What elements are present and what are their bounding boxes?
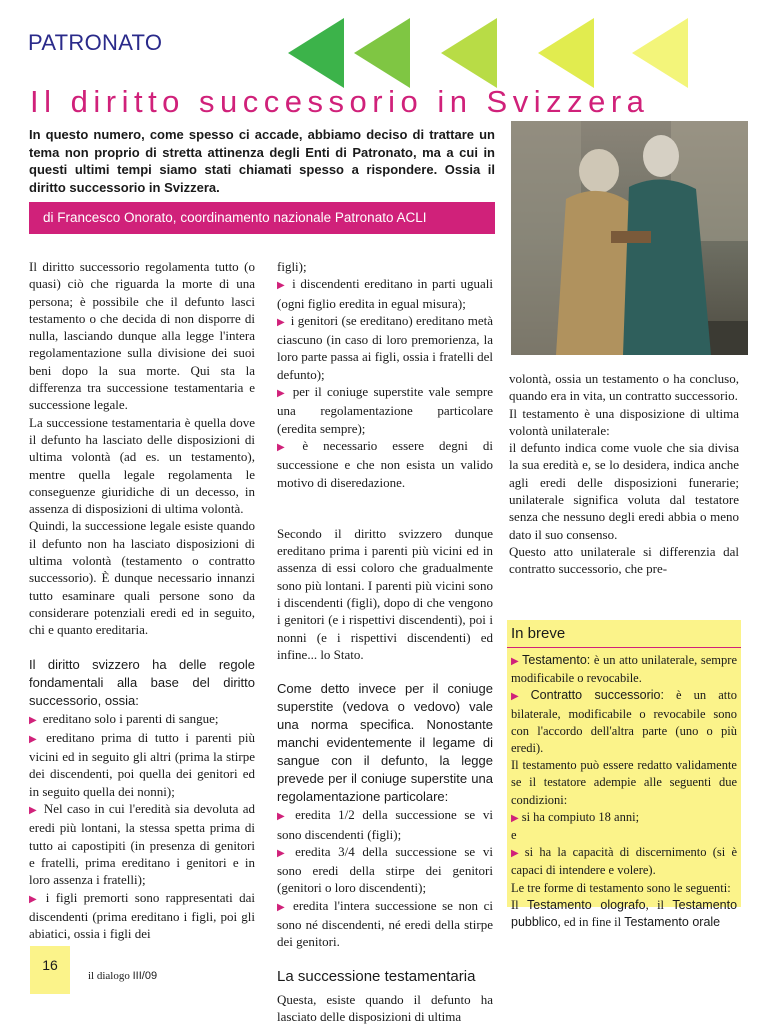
bullet-item: ▶ per il coniuge superstite vale sempre una regolamentazione particolare (eredita sempre);	[277, 384, 493, 436]
elderly-couple-photo	[511, 121, 748, 355]
section-label: PATRONATO	[28, 30, 163, 55]
footer	[88, 970, 157, 982]
article-title: Il diritto successorio in Svizzera	[30, 84, 650, 119]
triangle-3	[441, 18, 497, 88]
column-3	[509, 370, 739, 578]
arrow-icon: ▶	[511, 691, 528, 703]
box-title: In breve	[507, 620, 741, 648]
triangle-5	[632, 18, 688, 88]
box-item: ▶ Contratto successorio: è un atto bilaterale, modificabile o revocabile sono con l'accordo dell'altra parte (uno o più eredi).	[511, 688, 737, 756]
paragraph: Quindi, la successione legale esiste quando il defunto non ha lasciato disposizioni di ultima volontà (testamento o contratto successorio). È dunque necessario innanzi tutto esaminare quali persone sono da considerare potenziali eredi ed in seguito, chi e quanto ereditaria.	[29, 518, 255, 638]
arrow-icon: ▶	[511, 656, 520, 667]
rules-intro: Il diritto svizzero ha delle regole fondamentali alla base del diritto successorio, ossia:	[29, 656, 255, 708]
bullet-item: ▶ eredita l'intera successione se non ci sono né discendenti, né eredi della stirpe dei genitori.	[277, 897, 493, 950]
paragraph: Questa, esiste quando il defunto ha lasciato delle disposizioni di ultima	[277, 991, 493, 1025]
paragraph: volontà, ossia un testamento o ha concluso, quando era in vita, un contratto successorio.	[509, 371, 739, 404]
box-paragraph: Il testamento può essere redatto validamente se il testatore adempie alle seguenti due condizioni:	[511, 758, 737, 807]
arrow-icon: ▶	[511, 812, 519, 824]
box-item: ▶ si ha compiuto 18 anni;	[511, 809, 640, 824]
issue-number: III/09	[132, 970, 158, 982]
decorative-triangles	[288, 18, 752, 88]
arrow-icon: ▶	[277, 901, 288, 913]
arrow-icon: ▶	[29, 805, 38, 817]
arrow-icon: ▶	[29, 733, 41, 745]
box-item: ▶ si ha la capacità di discernimento (si è capaci di intendere e volere).	[511, 845, 737, 878]
triangle-4	[538, 18, 594, 88]
arrow-icon: ▶	[277, 316, 285, 328]
bullet-item: ▶ ereditano solo i parenti di sangue;	[29, 710, 219, 726]
bullet-item: ▶ eredita 3/4 della successione se vi sono eredi della stirpe dei genitori (genitori o loro discendenti);	[277, 843, 493, 896]
bullet-item: ▶ i figli premorti sono rappresentati dai discendenti (prima ereditano i figli, poi gli abiatici, ossia i figli dei	[29, 889, 255, 942]
box-paragraph: e	[511, 828, 517, 843]
bullet-item: ▶ Nel caso in cui l'eredità sia devoluta ad eredi più lontani, la stessa spetta prima di tutto ai capostipiti (in presenza di genitori e fratelli, prima ereditano i genitori e in loro assenza i fratelli);	[29, 801, 255, 888]
in-breve-box	[507, 620, 741, 930]
subheading: La successione testamentaria	[277, 967, 476, 985]
triangle-2	[354, 18, 410, 88]
bullet-item: ▶ i genitori (se ereditano) ereditano metà ciascuno (in caso di loro premorienza, la loro parte passa ai figli, ossia i fratelli del defunto);	[277, 312, 493, 382]
paragraph: figli);	[277, 259, 307, 274]
arrow-icon: ▶	[277, 847, 290, 859]
paragraph: Il testamento è una disposizione di ultima volontà unilaterale:	[509, 405, 739, 438]
page-number: 16	[30, 946, 70, 994]
bullet-item: ▶ i discendenti ereditano in parti uguali (ogni figlio eredita in egual misura);	[277, 276, 493, 311]
column-2	[277, 258, 493, 1026]
arrow-icon: ▶	[277, 388, 287, 400]
magazine-name: il dialogo	[88, 970, 130, 982]
paragraph: Secondo il diritto svizzero dunque ereditano prima i parenti più vicini ed in assenza di essi coloro che gradualmente sono più lontani. I parenti più vicini sono i discendenti (figli), dopo di che vengono i genitori (e i rispettivi discendenti), poi i nonni (e i rispettivi discendenti) ed infine... lo Stato.	[277, 525, 493, 662]
arrow-icon: ▶	[277, 441, 297, 453]
box-item: ▶ Testamento: è un atto unilaterale, sempre modificabile o revocabile.	[511, 653, 737, 686]
box-paragraph: Il Testamento olografo, il Testamento pubblico, ed in fine il Testamento orale	[511, 897, 738, 930]
arrow-icon: ▶	[511, 848, 522, 860]
arrow-icon: ▶	[29, 893, 40, 905]
intro-paragraph: In questo numero, come spesso ci accade, abbiamo deciso di trattare un tema non proprio di stretta attinenza degli Enti di Patronato, ma a cui in questi ultimi tempi siamo stati chiamati spesso a rispondere. Ossia il diritto successorio in Svizzera.	[29, 127, 495, 195]
arrow-icon: ▶	[277, 811, 290, 823]
paragraph: La successione testamentaria è quella dove il defunto ha lasciato delle disposizioni di ultima volontà (ad es. un testamento), mentre quella legale regolamenta le conseguenze giuridiche di un decesso, in assenza di disposizioni di ultima volontà.	[29, 414, 255, 517]
byline-bar: di Francesco Onorato, coordinamento nazionale Patronato ACLI	[29, 202, 495, 234]
bullet-item: ▶ eredita 1/2 della successione se vi sono discendenti (figli);	[277, 807, 493, 842]
paragraph: Come detto invece per il coniuge superstite (vedova o vedovo) vale una norma specifica. Nonostante manchi evidentemente il legame di sangue con il defunto, la legge prevede per il coniuge superstite una regolamentazione particolare:	[277, 681, 493, 805]
bullet-item: ▶ ereditano prima di tutto i parenti più vicini ed in seguito gli altri (prima la stirpe dei discendenti, poi quella dei genitori ed in seguito quella dei nonni);	[29, 729, 255, 799]
column-1	[29, 258, 255, 942]
paragraph: il defunto indica come vuole che sia divisa la sua eredità e, se lo desidera, indica anche agli eredi delle disposizioni funerarie; unilaterale significa voluta dal testatore senza che nessuno degli eredi abbia o meno dato il suo consenso.	[509, 440, 739, 542]
bullet-item: ▶ è necessario essere degni di successione e che non esista un valido motivo di diseredazione.	[277, 437, 493, 490]
arrow-icon: ▶	[277, 280, 287, 292]
paragraph: Il diritto successorio regolamenta tutto (o quasi) ciò che riguarda la morte di una persona; è possibile che il defunto lasci testamento o che decida di non disporre di nulla, lasciando dunque alla legge l'intera regolamentazione sulla divisione dei suoi beni dopo la sua morte. Qui sta la differenza tra successione testamentaria e successione legale.	[29, 259, 255, 413]
box-paragraph: Le tre forme di testamento sono le seguenti:	[511, 880, 731, 895]
arrow-icon: ▶	[29, 714, 37, 726]
triangle-1	[288, 18, 344, 88]
paragraph: Questo atto unilaterale si differenzia dal contratto successorio, che pre-	[509, 543, 739, 577]
